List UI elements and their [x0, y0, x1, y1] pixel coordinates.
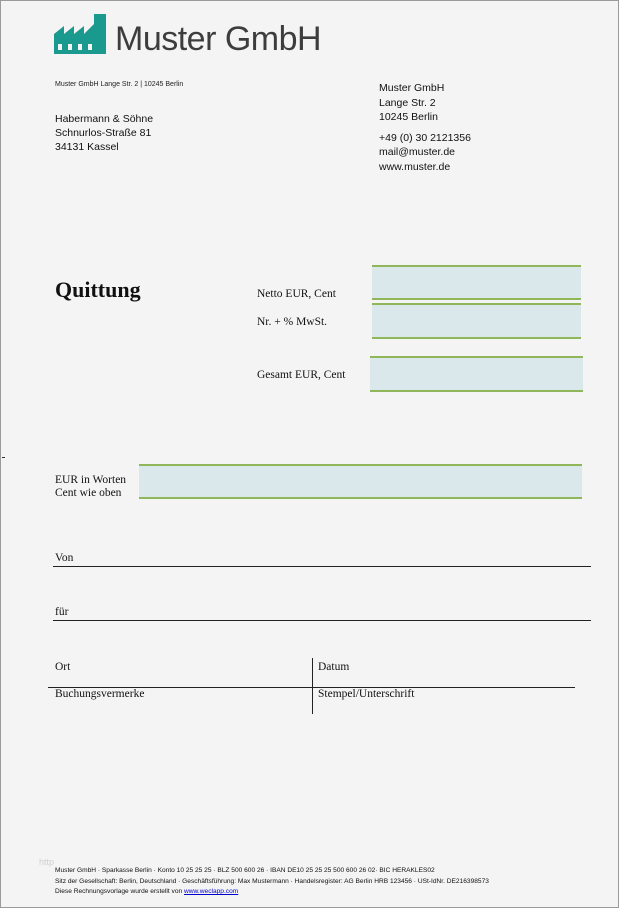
amount-in-words-field[interactable]: [139, 464, 582, 499]
company-web: www.muster.de: [379, 160, 451, 173]
company-info: [379, 81, 471, 174]
recipient-name: Habermann & Söhne: [55, 113, 154, 125]
footer-bank-line: Muster GmbH · Sparkasse Berlin · Konto 10 25 25 25 · BLZ 500 600 26 · IBAN DE10 25 25 25 500 600 26 02· BIC HERAKLES02: [55, 867, 435, 874]
words-label-line2: Cent wie oben: [55, 487, 122, 499]
recipient-address: [55, 112, 153, 154]
company-phone: +49 (0) 30 2121356: [379, 131, 471, 144]
margin-mark: [2, 457, 5, 458]
vat-label: Nr. + % MwSt.: [257, 316, 328, 328]
amount-in-words-label: [55, 474, 126, 500]
stempel-unterschrift-label: Stempel/Unterschrift: [318, 688, 415, 700]
gesamt-label: Gesamt EUR, Cent: [257, 369, 346, 381]
footer-legal-line: Sitz der Gesellschaft: Berlin, Deutschland · Geschäftsführung: Max Mustermann · Handelsregister: AG Berlin HRB 123456 · USt-IdNr. DE216398573: [55, 877, 489, 885]
watermark-text: http: [39, 857, 55, 867]
recipient-city: 34131 Kassel: [55, 141, 119, 153]
datum-label: Datum: [318, 661, 350, 673]
von-label: Von: [55, 552, 74, 564]
sender-address-line: Muster GmbH Lange Str. 2 | 10245 Berlin: [55, 81, 184, 88]
company-logo-text: Muster GmbH: [115, 20, 322, 58]
recipient-street: Schnurlos-Straße 81: [55, 127, 152, 139]
fuer-label: für: [55, 606, 69, 618]
fuer-line[interactable]: [53, 620, 591, 621]
weclapp-link[interactable]: www.weclapp.com: [184, 888, 239, 895]
ort-label: Ort: [55, 661, 71, 673]
footer: [55, 866, 489, 898]
footer-credit-text: Diese Rechnungsvorlage wurde erstellt von: [55, 888, 185, 895]
words-label-line1: EUR in Worten: [55, 474, 127, 486]
center-divider: [312, 658, 313, 714]
von-line[interactable]: [53, 566, 591, 567]
footer-credit-line: [55, 887, 489, 898]
vat-amount-field[interactable]: [372, 303, 581, 339]
company-street: Lange Str. 2: [379, 96, 436, 109]
company-email: mail@muster.de: [379, 146, 456, 158]
company-city: 10245 Berlin: [379, 111, 438, 123]
gesamt-amount-field[interactable]: [370, 356, 583, 392]
document-title: Quittung: [55, 277, 141, 302]
company-name: Muster GmbH: [379, 82, 445, 94]
netto-label: Netto EUR, Cent: [257, 288, 336, 300]
netto-amount-field[interactable]: [372, 265, 581, 300]
buchungsvermerke-label: Buchungsvermerke: [55, 688, 145, 700]
factory-icon: [54, 14, 106, 54]
